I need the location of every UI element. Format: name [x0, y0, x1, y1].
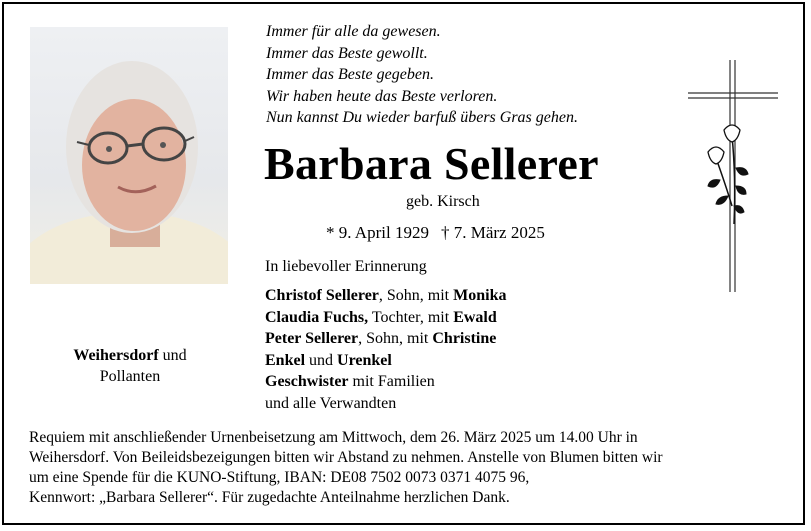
poem-line: Immer das Beste gegeben. [266, 66, 434, 83]
town-name-2: Pollanten [99, 368, 161, 385]
poem-line: Immer das Beste gewollt. [266, 44, 428, 62]
mourner-partner: Christine [432, 330, 497, 347]
mourner-line [265, 371, 506, 393]
memory-line: In liebevoller Erinnerung [265, 258, 427, 275]
footer-line: Weihersdorf. Von Beileidsbezeigungen bitten wir Abstand zu nehmen. Anstelle von Blumen bitten wir [29, 449, 663, 466]
footer-line: um eine Spende für die KUNO-Stiftung, IBAN: DE08 7502 0073 0371 4075 96, [29, 469, 530, 486]
mourner-partner: Urenkel [337, 351, 392, 369]
mourner-relation: und [305, 351, 338, 369]
cross-with-rose-icon [686, 56, 780, 296]
mourner-name: Claudia Fuchs, [265, 308, 369, 326]
service-information [29, 428, 789, 508]
place-connector: und [158, 347, 187, 364]
memorial-poem [266, 21, 578, 129]
town-name: Weihersdorf [73, 347, 159, 364]
mourner-line: und alle Verwandten [265, 394, 397, 412]
mourner-partner: Ewald [453, 308, 497, 326]
death-date: † 7. März 2025 [440, 223, 545, 242]
mourner-relation: mit Familien [348, 373, 435, 390]
mourner-line [265, 350, 506, 372]
mourner-relation: Tochter, mit [368, 308, 454, 326]
mourner-name: Geschwister [265, 373, 349, 390]
mourner-name: Enkel [265, 351, 306, 369]
life-dates [326, 222, 545, 244]
mourner-line [265, 328, 506, 350]
mourner-line [265, 285, 506, 307]
mourner-partner: Monika [453, 287, 507, 304]
mourner-relation: , Sohn, mit [358, 330, 433, 347]
mourners-list [265, 285, 506, 414]
poem-line: Nun kannst Du wieder barfuß übers Gras gehen. [266, 109, 578, 126]
portrait-photo [30, 27, 228, 284]
mourner-line [265, 307, 506, 329]
mourner-relation: , Sohn, mit [378, 287, 454, 304]
place-of-residence [40, 345, 220, 387]
poem-line: Immer für alle da gewesen. [266, 23, 441, 40]
mourner-name: Peter Sellerer [265, 330, 359, 347]
birth-date: * 9. April 1929 [326, 223, 429, 242]
birth-name: geb. Kirsch [406, 193, 480, 210]
mourner-name: Christof Sellerer [265, 287, 379, 304]
footer-line: Kennwort: „Barbara Sellerer“. Für zugedachte Anteilnahme herzlichen Dank. [29, 489, 510, 506]
poem-line: Wir haben heute das Beste verloren. [266, 87, 498, 105]
deceased-name: Barbara Sellerer [264, 138, 599, 189]
footer-line: Requiem mit anschließender Urnenbeisetzung am Mittwoch, dem 26. März 2025 um 14.00 Uhr in [29, 429, 638, 446]
